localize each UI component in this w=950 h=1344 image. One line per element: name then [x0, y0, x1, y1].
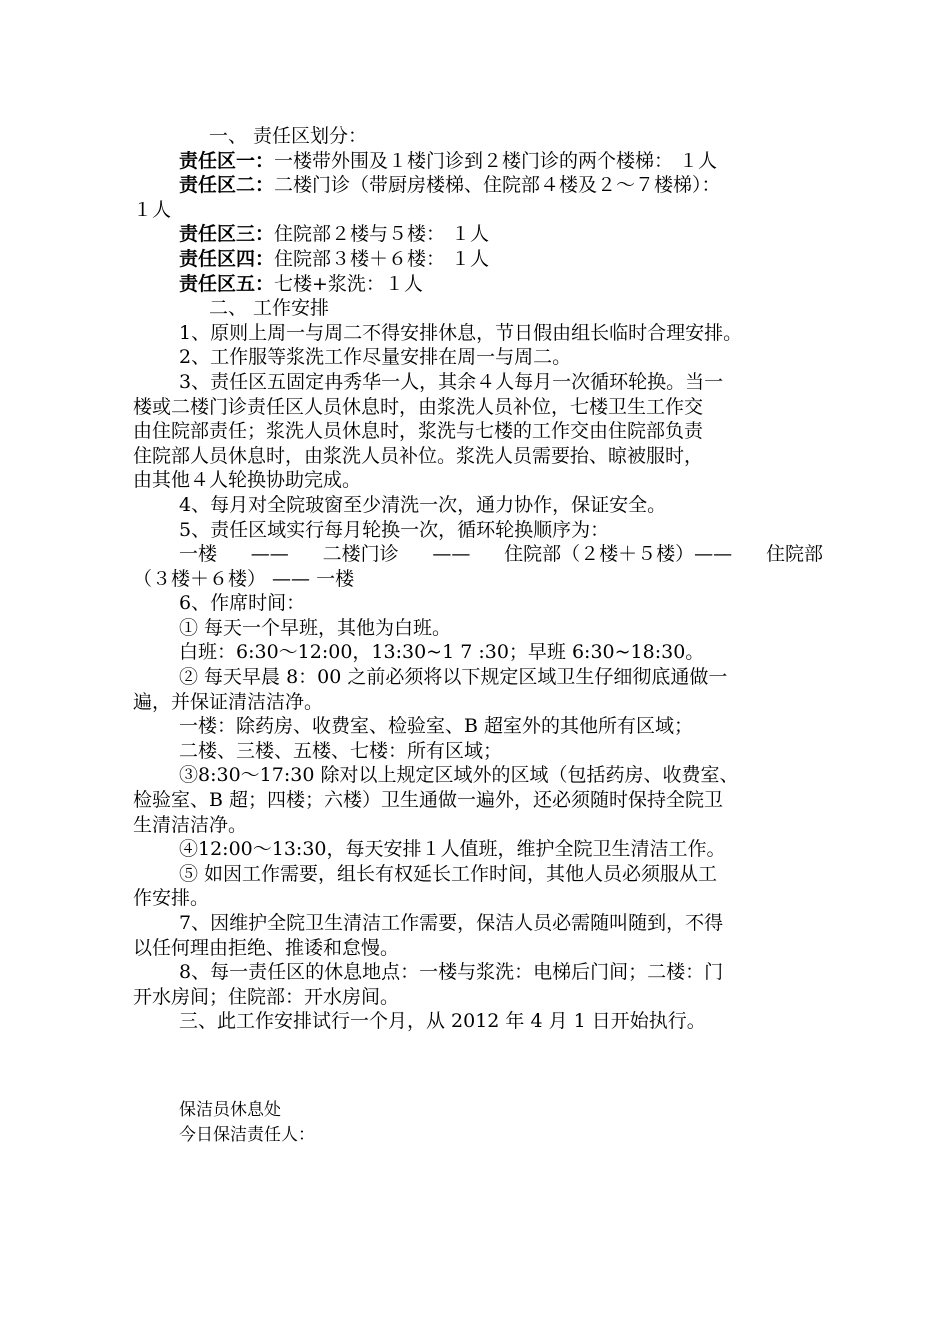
shift-note-4: ④12:00～13:30，每天安排１人值班，维护全院卫生清洁工作。 [179, 838, 726, 861]
zone-label: 责任区五： [179, 272, 275, 295]
rule-3-cont: 由其他４人轮换协助完成。 [133, 469, 362, 492]
rule-1: 1、原则上周一与周二不得安排休息，节日假由组长临时合理安排。 [179, 321, 743, 344]
area-other-floors: 二楼、三楼、五楼、七楼：所有区域； [179, 739, 503, 762]
zone-text: 住院部３楼＋６楼： １人 [274, 247, 490, 270]
shift-note-2: ② 每天早晨 8：00 之前必须将以下规定区域卫生仔细彻底通做一 [179, 666, 728, 689]
zone-label: 责任区三： [179, 223, 275, 246]
rule-3: 3、责任区五固定冉秀华一人，其余４人每月一次循环轮换。当一 [179, 370, 724, 393]
rotation-order-cont: （３楼＋６楼） —— 一楼 [133, 567, 355, 590]
shift-note-3-cont: 生清洁洁净。 [133, 813, 248, 836]
zone-text: 一楼带外围及１楼门诊到２楼门诊的两个楼梯： １人 [274, 149, 718, 172]
rotation-arrow: —— [250, 543, 289, 566]
rotation-step: 住院部 [765, 543, 823, 566]
document-page [133, 124, 823, 1147]
footer-rest-area: 保洁员休息处 [179, 1099, 281, 1120]
section2-heading: 二、 工作安排 [209, 297, 330, 320]
zone-text: 二楼门诊（带厨房楼梯、住院部４楼及２～７楼梯）： [274, 174, 721, 197]
rule-3-cont: 楼或二楼门诊责任区人员休息时，由浆洗人员补位，七楼卫生工作交 [133, 395, 704, 418]
zone-label: 责任区四： [179, 247, 275, 270]
rule-5: 5、责任区域实行每月轮换一次，循环轮换顺序为： [179, 518, 610, 541]
zone-label: 责任区二： [179, 174, 275, 197]
zone-text: 七楼+浆洗：１人 [274, 272, 423, 295]
spacer [133, 1034, 823, 1098]
rotation-step: 二楼门诊 [322, 543, 399, 566]
zone-3 [133, 222, 823, 247]
section3-trial: 三、此工作安排试行一个月，从 2012 年 4 月 1 日开始执行。 [179, 1010, 706, 1033]
zone-5 [133, 272, 823, 297]
zone-2-cont [133, 198, 823, 223]
rotation-order [133, 542, 823, 567]
shift-note-2-cont: 遍，并保证清洁洁净。 [133, 690, 324, 713]
shift-note-5: ⑤ 如因工作需要，组长有权延长工作时间，其他人员必须服从工 [179, 862, 718, 885]
rule-8: 8、每一责任区的休息地点：一楼与浆洗：电梯后门间；二楼：门 [179, 961, 724, 984]
shift-note-3: ③8:30～17:30 除对以上规定区域外的区域（包括药房、收费室、 [179, 764, 739, 787]
zone-4 [133, 247, 823, 272]
rule-2: 2、工作服等浆洗工作尽量安排在周一与周二。 [179, 346, 572, 369]
shift-times: 白班：6:30～12:00，13:30~1 7 :30；早班 6:30~18:30。 [179, 641, 705, 664]
rotation-step: 住院部（２楼＋５楼）—— [504, 543, 733, 566]
shift-note-5-cont: 作安排。 [133, 887, 210, 910]
zone-1 [133, 149, 823, 174]
area-floor-1: 一楼：除药房、收费室、检验室、B 超室外的其他所有区域； [179, 715, 694, 738]
shift-note-1: ① 每天一个早班，其他为白班。 [179, 616, 452, 639]
rotation-step: 一楼 [179, 543, 218, 566]
zone-label: 责任区一： [179, 149, 275, 172]
zone-text: 住院部２楼与５楼： １人 [274, 223, 490, 246]
zone-2 [133, 173, 823, 198]
section1-heading: 一、 责任区划分： [209, 125, 368, 147]
zone-text: １人 [133, 198, 172, 221]
rule-4: 4、每月对全院玻窗至少清洗一次，通力协作，保证安全。 [179, 493, 667, 516]
rule-3-cont: 住院部人员休息时，由浆洗人员补位。浆洗人员需要抬、晾被服时， [133, 444, 704, 467]
shift-note-3-cont: 检验室、B 超；四楼；六楼）卫生通做一遍外，还必须随时保持全院卫 [133, 789, 724, 812]
rule-7-cont: 以任何理由拒绝、推诿和怠慢。 [133, 936, 400, 959]
footer-responsible: 今日保洁责任人： [179, 1124, 315, 1145]
rotation-arrow: —— [432, 543, 471, 566]
rule-8-cont: 开水房间；住院部：开水房间。 [133, 985, 400, 1008]
rule-6: 6、作席时间： [179, 592, 306, 615]
rule-3-cont: 由住院部责任；浆洗人员休息时，浆洗与七楼的工作交由住院部负责 [133, 420, 704, 443]
rule-7: 7、因维护全院卫生清洁工作需要，保洁人员必需随叫随到，不得 [179, 912, 724, 934]
